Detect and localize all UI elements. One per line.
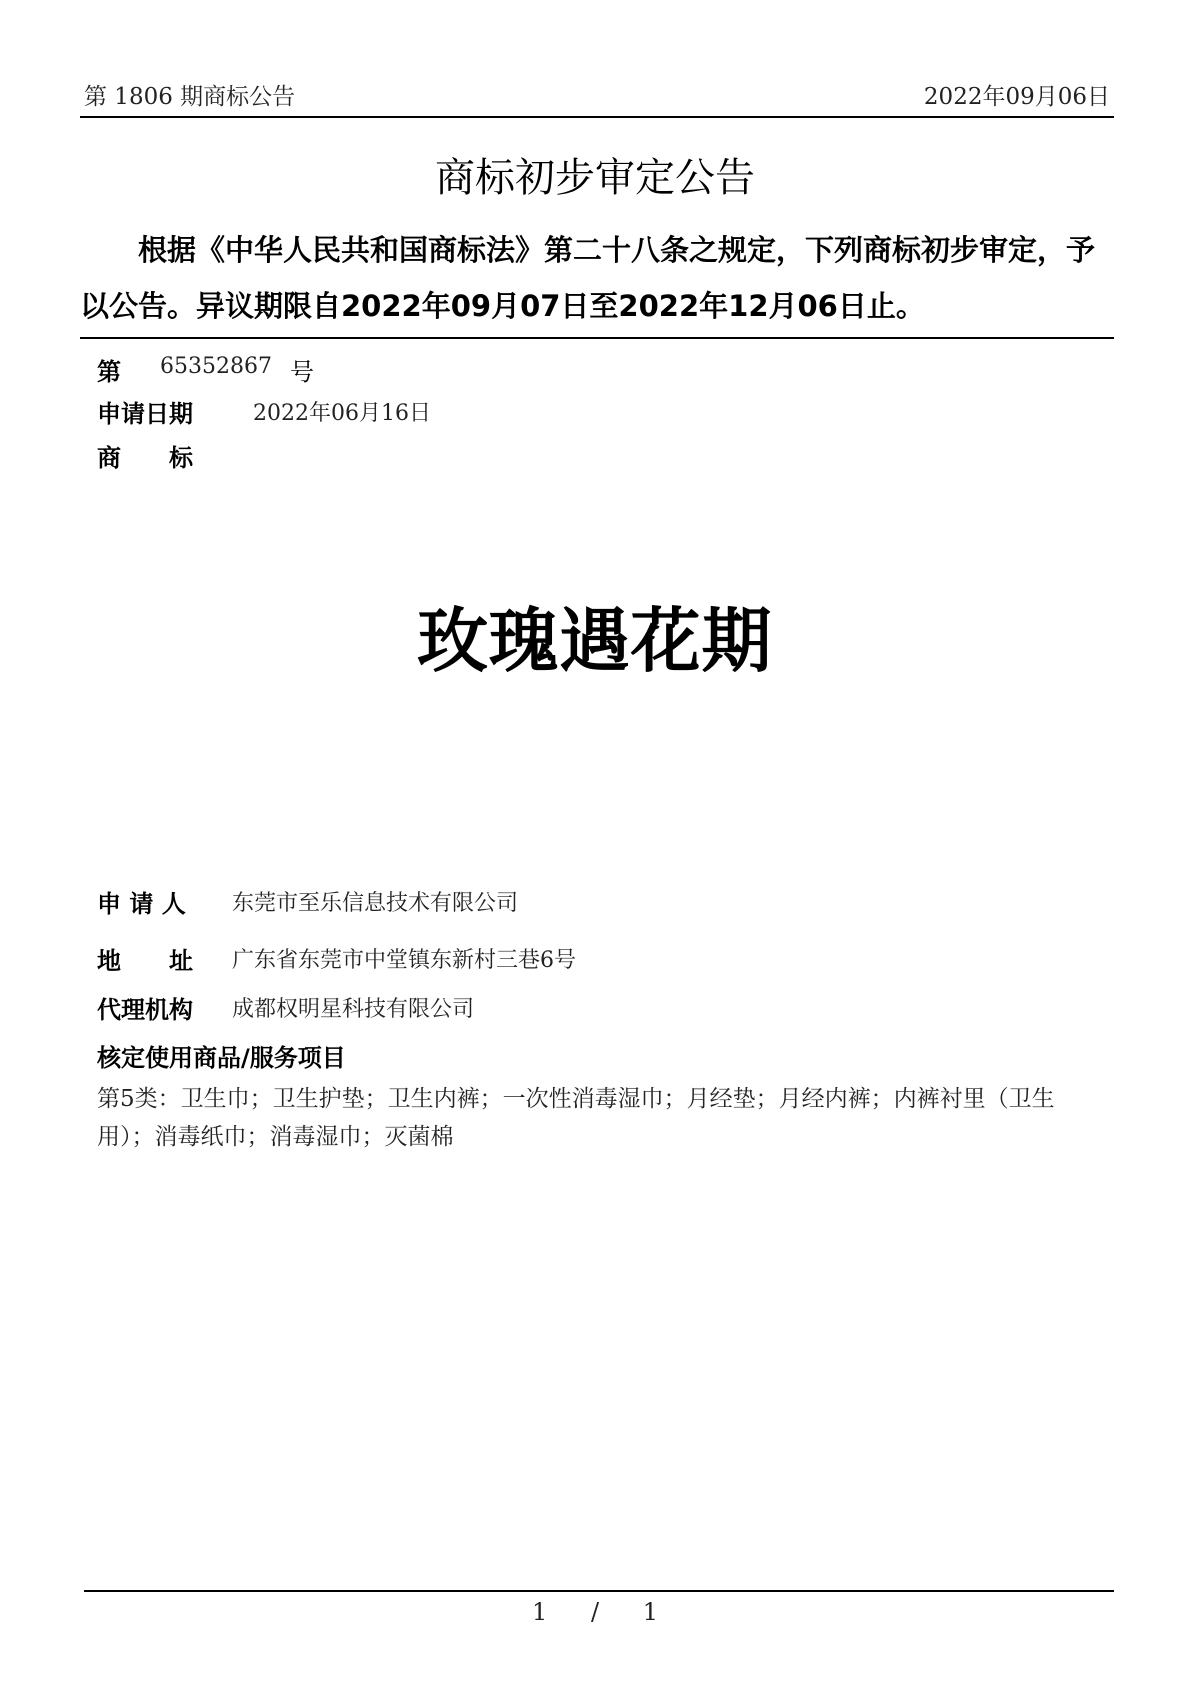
application-date: 2022年06月16日 — [253, 401, 431, 426]
number-suffix: 号 — [290, 358, 314, 386]
header-rule — [80, 116, 1114, 118]
applicant-label: 申 请 人 — [97, 890, 186, 918]
application-date-label: 申请日期 — [97, 400, 193, 428]
registration-number: 65352867 — [160, 354, 272, 379]
header-date: 2022年09月06日 — [923, 84, 1110, 110]
footer-rule — [84, 1590, 1114, 1592]
address-value: 广东省东莞市中堂镇东新村三巷6号 — [232, 948, 576, 973]
goods-label: 核定使用商品/服务项目 — [97, 1044, 346, 1072]
agency-value: 成都权明星科技有限公司 — [232, 997, 475, 1022]
page-total: 1 — [642, 1598, 658, 1626]
header-issue: 第 1806 期商标公告 — [84, 84, 296, 110]
goods-list: 第5类：卫生巾；卫生护垫；卫生内裤；一次性消毒湿巾；月经垫；月经内裤；内裤衬里（卫生用）；消毒纸巾；消毒湿巾；灭菌棉 — [97, 1086, 1055, 1150]
trademark-text: 玫瑰遇花期 — [417, 600, 773, 682]
page-separator: / — [590, 1598, 600, 1626]
page-title: 商标初步审定公告 — [435, 155, 755, 201]
page-current: 1 — [532, 1598, 548, 1626]
page-indicator — [0, 1598, 1190, 1626]
number-prefix: 第 — [97, 358, 121, 386]
intro-paragraph: 根据《中华人民共和国商标法》第二十八条之规定，下列商标初步审定，予以公告。异议期限自2022年09月07日至2022年12月06日止。 — [80, 233, 1096, 323]
address-label: 地 址 — [97, 947, 193, 975]
agency-label: 代理机构 — [97, 996, 193, 1024]
applicant-name: 东莞市至乐信息技术有限公司 — [232, 891, 519, 916]
section-rule — [80, 337, 1114, 339]
mark-label: 商 标 — [97, 444, 193, 472]
